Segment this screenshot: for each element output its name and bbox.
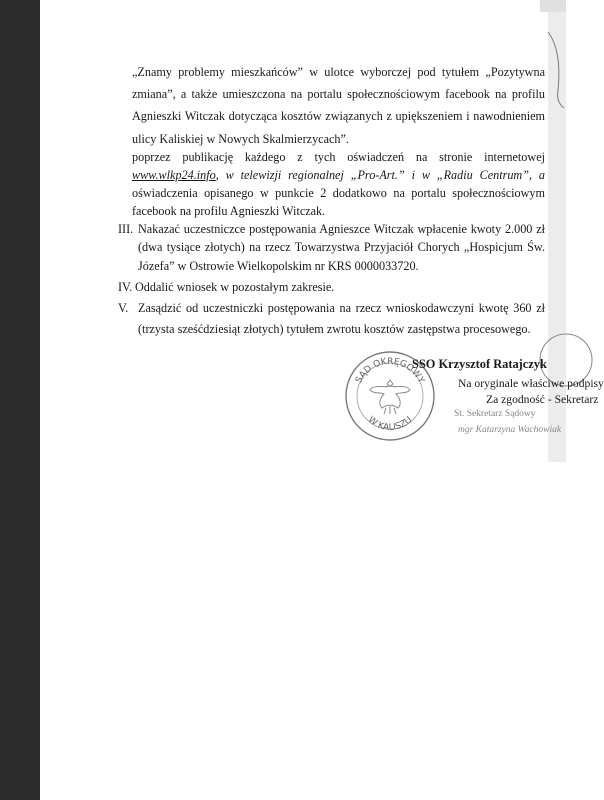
item-v-number: V. — [118, 301, 129, 315]
text-line-2: zmiana”, a także umieszczona na portalu społecznościowym facebook na profilu — [132, 87, 545, 101]
item-iii-line-3: Józefa” w Ostrowie Wielkopolskim nr KRS 0000033720. — [138, 259, 419, 273]
text-line-3: Agnieszki Witczak dotycząca kosztów związanych z upiększeniem i nawodnieniem — [132, 109, 545, 123]
seal-bottom-text: W KALISZU — [365, 415, 415, 434]
item-iii-number: III. — [118, 222, 134, 236]
text-line-1: „Znamy problemy mieszkańców” w ulotce wyborczej pod tytułem „Pozytywna — [132, 65, 545, 79]
svg-text:W KALISZU — [366, 415, 415, 433]
item-iv-number: IV. — [118, 280, 133, 294]
signature-conformity-note: Za zgodność - Sekretarz — [486, 393, 599, 406]
item-iii-line-2: (dwa tysiące złotych) na rzecz Towarzystwa Przyjaciół Chorych „Hospicjum Św. — [138, 240, 545, 254]
signature-original-note: Na oryginale właściwe podpisy — [458, 377, 604, 390]
text-line-4: ulicy Kaliskiej w Nowych Skalmierzycach”. — [132, 132, 349, 146]
item-iii-line-1: Nakazać uczestniczce postępowania Agnieszce Witczak wpłacenie kwoty 2.000 zł — [138, 222, 545, 236]
left-scan-edge — [0, 0, 40, 800]
item-v-line-1: Zasądzić od uczestniczki postępowania na rzecz wnioskodawczyni kwotę 360 zł — [138, 301, 545, 315]
eagle-emblem-icon — [370, 380, 410, 414]
website-link[interactable]: www.wlkp24.info — [132, 168, 216, 182]
text-line-5: poprzez publikację każdego z tych oświadczeń na stronie internetowej — [132, 150, 545, 164]
seal-top-text: SĄD OKRĘGOWY — [354, 356, 426, 386]
signature-stamp-line-2: mgr Katarzyna Wachowiak — [458, 425, 562, 435]
item-v-line-2: (trzysta sześćdziesiąt złotych) tytułem zwrotu kosztów zastępstwa procesowego. — [138, 322, 531, 336]
text-line-6: www.wlkp24.info, w telewizji regionalnej „Pro-Art.” i w „Radiu Centrum”, a — [132, 168, 545, 182]
item-iv-line-1: Oddalić wniosek w pozostałym zakresie. — [135, 280, 335, 294]
text-line-8: facebook na profilu Agnieszki Witczak. — [132, 204, 326, 218]
judge-signature-name: SSO Krzysztof Ratajczyk — [412, 357, 547, 371]
text-line-7: oświadczenia opisanego w punkcie 2 dodatkowo na portalu społecznościowym — [132, 186, 545, 200]
right-scan-shade-top — [540, 0, 566, 12]
signature-stamp-line-1: St. Sekretarz Sądowy — [454, 409, 536, 419]
